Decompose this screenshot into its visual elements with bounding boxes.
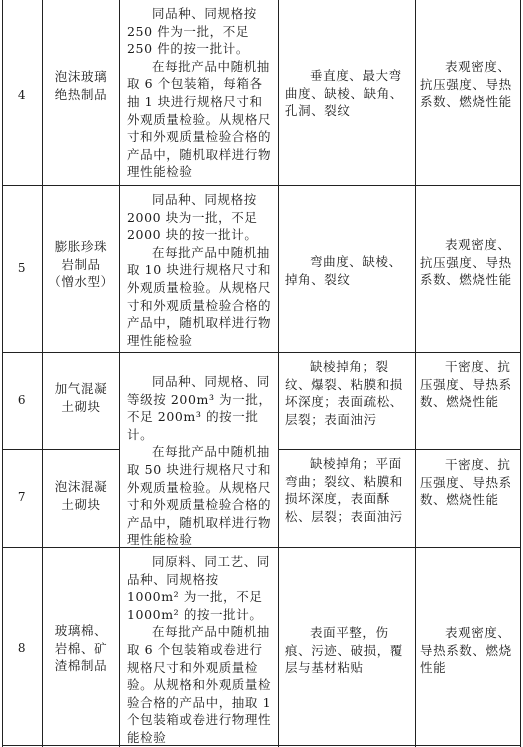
row-number: 5 bbox=[17, 261, 27, 275]
sampling-rule: 同品种、同规格按 2000 块为一批，不足 2000 块的按一批计。 在每批产品中随机抽取 10 块进行规格尺寸和外观质量检验。从规格尺寸和外观质量检验合格的产品中，随机取样进行物理性能检验 bbox=[127, 192, 272, 348]
row-divider-5-6 bbox=[2, 352, 521, 353]
physical-properties: 干密度、抗压强度、导热系数、燃烧性能 bbox=[420, 457, 512, 508]
row-divider-4-5 bbox=[2, 185, 521, 186]
appearance-items: 缺棱掉角；裂纹、爆裂、粘膜和损坏深度；表面疏松、层裂；表面油污 bbox=[285, 359, 403, 427]
appearance-items: 表面平整，伤痕、污迹、破损，覆层与基材粘贴 bbox=[285, 625, 403, 676]
column-divider-1 bbox=[42, 0, 43, 747]
column-divider-4 bbox=[415, 0, 416, 747]
appearance-items: 垂直度、最大弯曲度、缺棱、缺角、孔洞、裂纹 bbox=[285, 68, 403, 119]
appearance-items: 弯曲度、缺棱、掉角、裂纹 bbox=[285, 254, 402, 287]
row-number: 8 bbox=[17, 641, 27, 655]
product-name: 泡沫混凝 土砌块 bbox=[54, 479, 108, 512]
table-border-right bbox=[520, 0, 521, 747]
physical-properties: 表观密度、抗压强度、导热系数、燃烧性能 bbox=[420, 237, 512, 288]
product-name: 膨胀珍珠 岩制品 （憎水型） bbox=[48, 239, 114, 290]
sampling-rule: 同品种、同规格按 250 件为一批，不足 250 件的按一批计。 在每批产品中随机抽取 6 个包装箱，每箱各抽 1 块进行规格尺寸和外观质量检验。从规格尺寸和外观质量检验合格的产品中，随机取样进行物理性能检验 bbox=[127, 6, 272, 180]
physical-properties: 表观密度、抗压强度、导热系数、燃烧性能 bbox=[420, 59, 512, 110]
appearance-items: 缺棱掉角；平面弯曲；裂纹、粘膜和损坏深度，表面酥松、层裂；表面油污 bbox=[285, 456, 403, 524]
product-name: 玻璃棉、 岩棉、矿 渣棉制品 bbox=[54, 623, 108, 674]
column-divider-2 bbox=[119, 0, 120, 747]
table-border-left bbox=[2, 0, 3, 747]
sampling-rule-shared: 同品种、同规格、同等级按 200m³ 为一批，不足 200m³ 的按一批计。 在每批产品中随机抽取 50 块进行规格尺寸和外观质量检验。从规格尺寸和外观质量检验合格的产品中，随机取样进行物理性能检验 bbox=[127, 374, 272, 548]
product-name: 加气混凝 土砌块 bbox=[54, 381, 108, 414]
column-divider-3 bbox=[278, 0, 279, 747]
row-number: 7 bbox=[17, 490, 27, 504]
physical-properties: 干密度、抗压强度、导热系数、燃烧性能 bbox=[420, 359, 512, 410]
row-number: 6 bbox=[17, 393, 27, 407]
row-divider-6-7-right bbox=[278, 449, 521, 450]
physical-properties: 表观密度、导热系数、燃烧性能 bbox=[420, 625, 512, 676]
sampling-rule: 同原料、同工艺、同品种、同规格按 1000m² 为一批，不足 1000m² 的按一批计。 在每批产品中随机抽取 6 个包装箱或卷进行规格尺寸和外观质量检验。从规格和外观质量检验合格的产品中，抽取 1 个包装箱或卷进行物理性能检验 bbox=[127, 554, 272, 745]
product-name: 泡沫玻璃 绝热制品 bbox=[54, 69, 108, 102]
row-number: 4 bbox=[17, 88, 27, 102]
row-divider-6-7-left bbox=[2, 449, 119, 450]
